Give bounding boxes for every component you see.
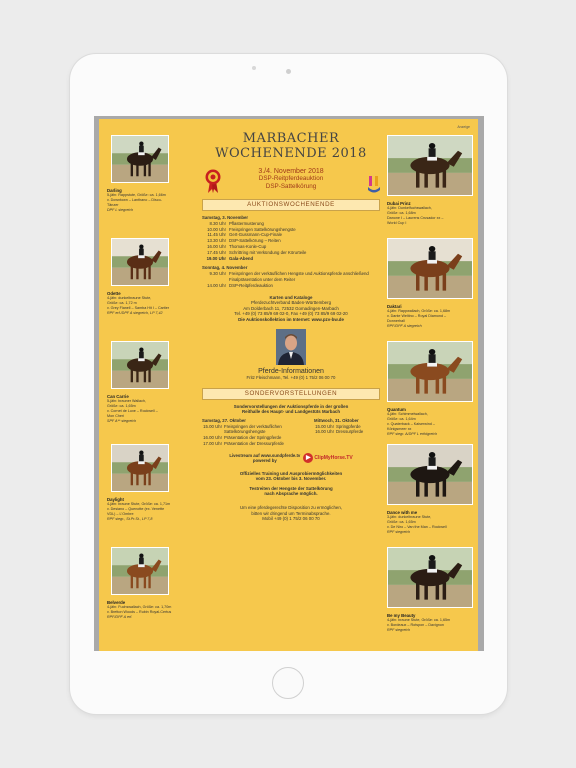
horse-info-line: World Cup I [387,221,407,225]
horse-info-line: 4-jähr. Fuchswallach, Größe: ca. 1,70m [107,605,172,609]
horse-info-line: v. Bordeaux – Rotspon – Davignon [387,623,444,627]
horse-info-line: v. De Niro – Van the Man – Rockwell [387,525,447,529]
horse-info-line: Mon Cheri [107,414,125,418]
karten-web-link[interactable]: Die Auktionskollektion im Internet: www.pzv-bw.de [238,316,344,322]
horse-name: Be my Beauty [387,613,416,618]
sonder-intro [202,404,380,415]
pzv-logo-icon [367,175,381,198]
schedule-time: 17.00 Uhr [203,440,222,446]
horse-info-line: Donnerhall [387,319,405,323]
training-block [202,471,380,482]
day1-heading: Samstag, 3. November [202,215,249,220]
horse-photo [387,341,473,402]
schedule-text: Gala-Abend [229,255,254,261]
schedule-time: 10.00 Uhr [207,226,226,232]
horse-achievement: DPF L siegreich [107,208,134,212]
anzeige-label: Anzeige [457,125,470,129]
schedule-time: 19.00 Uhr [206,255,226,261]
pferde-info-contact: Fritz Fleischmann, Tel. +49 (0) 1 75/2 06 00 70 [246,374,336,380]
schedule-text: Schrittring mit Verkündung der Körurteile [229,249,307,255]
schedule-row [202,424,308,436]
horse-photo [387,444,473,505]
horse-info-line: 4-jähr. Rappwallach, Größe: ca. 1,68m [387,309,451,313]
screen [94,116,484,651]
horse-name: Dance with me [387,510,418,515]
horse-info-line: VDL) – L'Ombre [107,512,134,516]
livestream-line[interactable]: Livestream auf www.sundpferde.tv [229,452,301,458]
saturday-schedule [202,418,308,447]
main-title-line2: WOCHENENDE 2018 [215,146,367,161]
left-horse-column [107,135,173,650]
horse-info-line: 4-jähr. Dunkelfuchswallach, [387,206,432,210]
karten-line: Pferdezuchtverband Baden-Württemberg [250,300,332,306]
center-column [202,129,380,522]
test-line: nach Absprache möglich. [264,491,318,497]
horse-info-line: 4-jähr. braune Stute, Größe: ca. 1,65m [387,618,451,622]
horse-info-line: v. Downtown – Lanthano – Disco-Tänzer [107,198,162,207]
horse-info-line: Größe: ca. 1,72 m [107,301,137,305]
saturday-heading: Samstag, 27. Oktober [202,417,246,423]
horse-info-line: Größe: ca. 1,64m [387,417,416,421]
horse-info-line: Größe: ca. 1,65m [387,520,416,524]
dispo-line: bitten wir dringend um Terminabsprache. [251,510,331,516]
testreiten-block [202,486,380,497]
horse-achievement: RPF/DPF A erf. [107,615,133,619]
main-title-line1: MARBACHER [242,131,340,146]
training-line: Offizielles Training und Ausprobiermöglichkeiten [239,470,343,476]
clipmyhorse-text: ClipMyHorse.TV [314,454,353,461]
dispo-line: Um eine pferdegerechte Disposition zu ermöglichen, [239,505,342,511]
horse-achievement: RPF siegreich [387,628,411,632]
training-line: vom 23. Oktober bis 3. November. [255,476,327,482]
karten-title: Karten und Kataloge [269,294,313,300]
horse-info-line: 4-jähr. dunkelbraune Stute, [107,296,152,300]
horse-entry [107,341,173,444]
karten-block [202,295,380,323]
schedule-text: DSP-Sattelkörung – Reiten [229,238,281,244]
horse-photo [387,135,473,196]
horse-achievement: RPF siegreich [387,530,411,534]
right-horse-column [387,135,453,650]
horse-photo [387,547,473,608]
horse-entry [387,238,453,341]
horse-info-line: 5-jähr. brauner Wallach, [107,399,147,403]
horse-info-line: 4-jähr. braune Stute, Größe: ca. 1,71m [107,502,171,506]
horse-entry [107,547,173,650]
horse-info-line: Größe: ca. 1,65m [107,404,136,408]
horse-info-line: v. Grey Flanell – Samba Hit I – Cartier [107,306,170,310]
schedule-text: Freispringen der verkäuflichen Sattelkörungshengste [224,423,282,435]
horse-name: Quantum [387,407,406,412]
horse-name: Daylight [107,497,124,502]
section-banner-auktion: AUKTIONSWOCHENENDE [202,199,380,211]
horse-photo [387,238,473,299]
horse-name: Odette [107,291,121,296]
horse-info-line: v. Dante Weltino – Royal Diamond – [387,314,447,318]
horse-entry [107,444,173,547]
horse-info-line: v. Cornet de Luxe – Rockwell – [107,409,158,413]
horse-photo [111,238,169,286]
schedule [202,215,380,289]
horse-entry [387,341,453,444]
schedule-time: 15.00 Uhr [203,423,222,429]
horse-achievement: RPF siegr., St.Pr.St., LP 7,8 [107,517,153,521]
horse-name: Can Carrie [107,394,129,399]
schedule-text: Pflastermusterung [229,220,264,226]
horse-entry [387,547,453,650]
horse-info-line: Königsmeer xx [387,427,412,431]
subtitle-line1: DSP-Reitpferdeauktion [258,175,324,182]
horse-name: Belverde [107,600,126,605]
horse-achievement: RPF/DPF A siegreich [387,324,422,328]
schedule-time: 9.30 Uhr [209,271,226,277]
schedule-text: Springpferde [336,423,361,429]
horse-achievement: RPF siegr. A/DPF L erfolgreich [387,432,438,436]
section-banner-sonder: SONDERVORSTELLUNGEN [202,388,380,400]
schedule-time: 17.45 Uhr [207,249,226,255]
karten-line: Am Dolderbach 11, 72532 Gomadingen-Marbach [243,305,339,311]
livestream-block [202,453,380,463]
schedule-text: Präsentation der Dressurpferde [224,440,284,446]
schedule-time: 15.00 Uhr [315,423,334,429]
schedule-text: Thomas-Konle-Cup [229,243,267,249]
horse-info-line: Größe: ca. 1,68m [387,211,416,215]
horse-info-line: v. Quaterback – Kaiserwind – [387,422,435,426]
horse-info-line: Danone I – Laurens Crusador xx – [387,216,444,220]
horse-info-line: 4-jähr. Schimmelwallach, [387,412,428,416]
contact-portrait [276,329,306,365]
horse-info-line: 3-jähr. dunkelbraune Stute, [387,515,432,519]
play-icon: ▶ [303,453,313,463]
schedule-text: Gert-Gussmann-Cup-Finale [229,232,283,238]
horse-name: Daktari [387,304,402,309]
disposition-block [202,505,380,522]
horse-photo [111,444,169,492]
home-button[interactable] [272,667,304,699]
schedule-text: DSP-Reitpferdeauktion [229,282,273,288]
schedule-time: 16.00 Uhr [207,243,226,249]
horse-entry [107,238,173,341]
sonder-schedule [202,418,380,447]
schedule-row [202,441,308,447]
horse-info-line: v. Desiano – Quenotte (ex. Venette [107,507,165,511]
schedule-time: 13.30 Uhr [207,238,226,244]
sonder-line: Sondervorstellungen der Auktionspferde in der großen [233,403,349,409]
schedule-time: 8.30 Uhr [209,220,226,226]
horse-entry [387,135,453,238]
schedule-text: Freispringen der verkäuflichen Hengste und Auktionspferde anschließend Finalpräsentation unter dem Reiter [229,271,369,282]
horse-photo [111,547,169,595]
clipmyhorse-logo [303,453,352,463]
horse-achievement: SPF A** siegreich [107,419,137,423]
schedule-time: 16.00 Uhr [203,435,222,441]
tablet-sensor [252,66,256,70]
horse-entry [107,135,173,238]
powered-by: powered by [252,457,277,463]
dispo-line: Mobil +49 (0) 1 75/2 06 00 70 [262,516,320,522]
event-date: 3./4. November 2018 [258,168,324,175]
rosette-icon [205,169,221,198]
sonder-line: Reithalle des Haupt- und Landgestüts Marbach [241,409,341,415]
karten-line: Tel. +49 (0) 73 85/9 69 02-0, Fax +49 (0) 73 85/9 69 02-20 [234,311,348,317]
schedule-text: Freispringen Sattelkörungshengste [229,226,296,232]
schedule-row [202,271,380,283]
horse-achievement: RPF erf./DPF A siegreich, LP 7,42 [107,311,163,315]
horse-photo [111,135,169,183]
horse-name: Dubai Prinz [387,201,411,206]
wednesday-schedule [314,418,380,447]
horse-info-line: 5-jähr. Rappstute, Größe: ca. 1,66m [107,193,166,197]
advertisement-page [99,119,478,651]
schedule-text: Dressurpferde [336,429,364,435]
schedule-time: 11.45 Uhr [207,232,226,238]
schedule-row [202,283,380,289]
schedule-row [314,429,380,435]
horse-entry [387,444,453,547]
schedule-text: Präsentation der Springpferde [224,435,282,441]
schedule-time: 14.00 Uhr [207,282,226,288]
pferde-info-title: Pferde-Informationen [258,367,324,375]
day2-heading: Sonntag, 4. November [202,265,248,271]
horse-info-line: v. Bretton Woods – Rubin Royal-Certus [107,610,172,614]
subtitle-line2: DSP-Sattelkörung [265,183,317,190]
horse-name: Darling [107,188,122,193]
schedule-row [202,256,380,262]
schedule-time: 16.00 Uhr [315,429,334,435]
wednesday-heading: Mittwoch, 31. Oktober [314,417,359,423]
horse-photo [111,341,169,389]
tablet-camera [286,69,291,74]
test-line: Testreiten der Hengste der Sattelkörung [249,485,333,491]
